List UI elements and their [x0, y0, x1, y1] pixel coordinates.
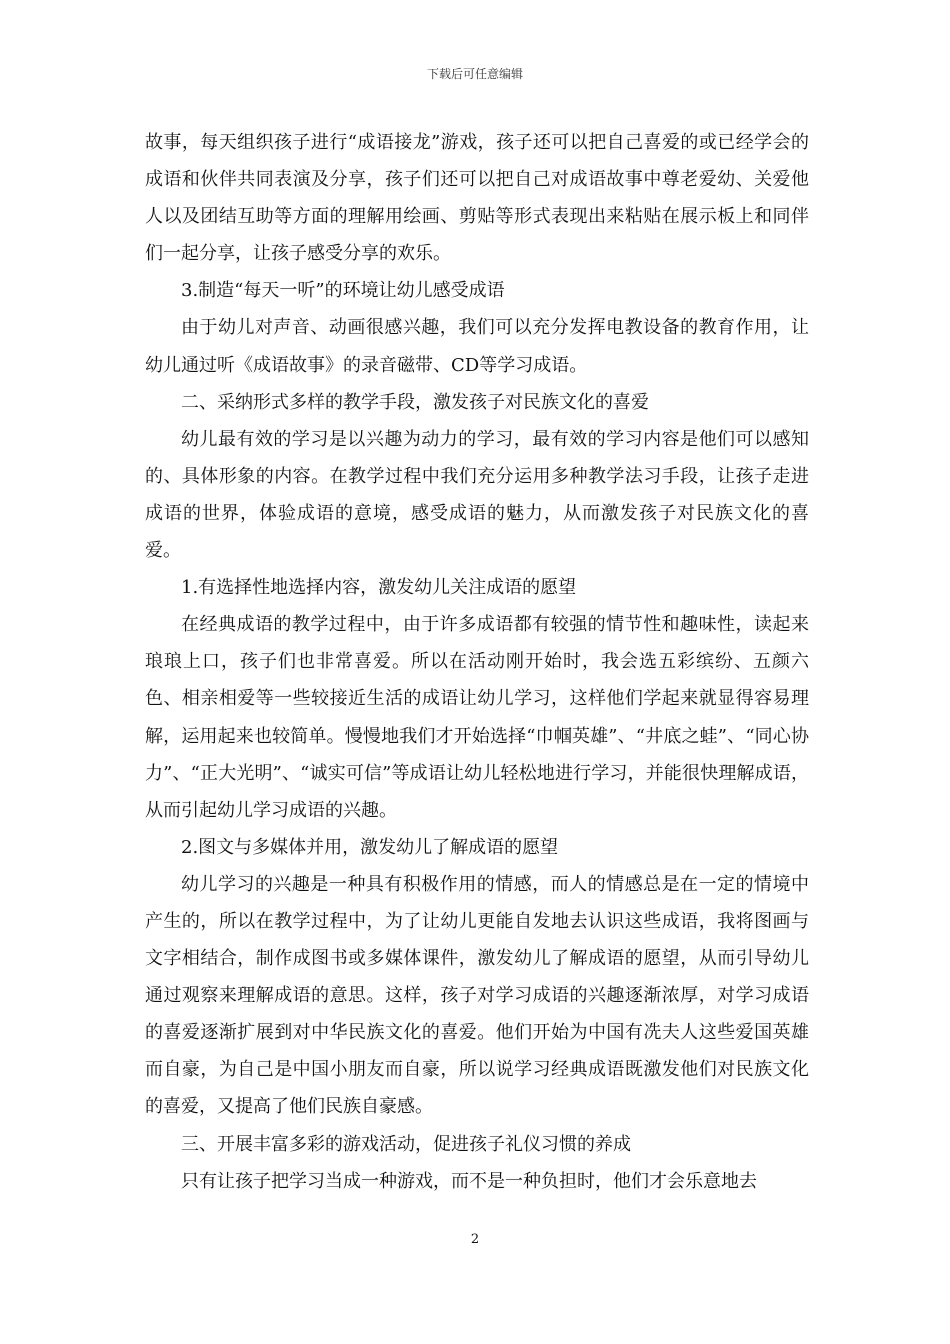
- paragraph: 幼儿最有效的学习是以兴趣为动力的学习，最有效的学习内容是他们可以感知的、具体形象的内容。在教学过程中我们充分运用多种教学法习手段，让孩子走进成语的世界，体验成语的意境，感受成语的魅力，从而激发孩子对民族文化的喜爱。: [145, 428, 809, 562]
- page-header: 下载后可任意编辑: [426, 67, 523, 81]
- paragraph: 在经典成语的教学过程中，由于许多成语都有较强的情节性和趣味性，读起来琅琅上口，孩子们也非常喜爱。所以在活动刚开始时，我会选五彩缤纷、五颜六色、相亲相爱等一些较接近生活的成语让幼儿学习，这样他们学起来就显得容易理解，运用起来也较简单。慢慢地我们才开始选择“巾帼英雄”、“井底之蛙”、“同心协力”、“正大光明”、“诚实可信”等成语让幼儿轻松地进行学习，并能很快理解成语，从而引起幼儿学习成语的兴趣。: [145, 614, 809, 821]
- paragraph: 只有让孩子把学习当成一种游戏，而不是一种负担时，他们才会乐意地去: [181, 1170, 757, 1192]
- section-heading-2: 二、采纳形式多样的教学手段，激发孩子对民族文化的喜爱: [181, 391, 649, 413]
- subheading-2: 2.图文与多媒体并用，激发幼儿了解成语的愿望: [181, 836, 559, 858]
- paragraph: 由于幼儿对声音、动画很感兴趣，我们可以充分发挥电教设备的教育作用，让幼儿通过听《成语故事》的录音磁带、CD等学习成语。: [145, 317, 809, 376]
- paragraph: 幼儿学习的兴趣是一种具有积极作用的情感，而人的情感总是在一定的情境中产生的，所以在教学过程中，为了让幼儿更能自发地去认识这些成语，我将图画与文字相结合，制作成图书或多媒体课件，激发幼儿了解成语的愿望，从而引导幼儿通过观察来理解成语的意思。这样，孩子对学习成语的兴趣逐渐浓厚，对学习成语的喜爱逐渐扩展到对中华民族文化的喜爱。他们开始为中国有冼夫人这些爱国英雄而自豪，为自己是中国小朋友而自豪，所以说学习经典成语既激发他们对民族文化的喜爱，又提高了他们民族自豪感。: [145, 873, 809, 1118]
- section-heading-3: 三、开展丰富多彩的游戏活动，促进孩子礼仪习惯的养成: [181, 1133, 631, 1155]
- document-body: [145, 124, 809, 1200]
- paragraph-continuation: 故事，每天组织孩子进行“成语接龙”游戏，孩子还可以把自己喜爱的或已经学会的成语和伙伴共同表演及分享，孩子们还可以把自己对成语故事中尊老爱幼、关爱他人以及团结互助等方面的理解用绘画、剪贴等形式表现出来粘贴在展示板上和同伴们一起分享，让孩子感受分享的欢乐。: [145, 132, 809, 265]
- page-number: 2: [470, 1232, 480, 1247]
- subheading-1: 1.有选择性地选择内容，激发幼儿关注成语的愿望: [181, 577, 577, 599]
- subheading-3: 3.制造“每天一听”的环境让幼儿感受成语: [181, 280, 505, 302]
